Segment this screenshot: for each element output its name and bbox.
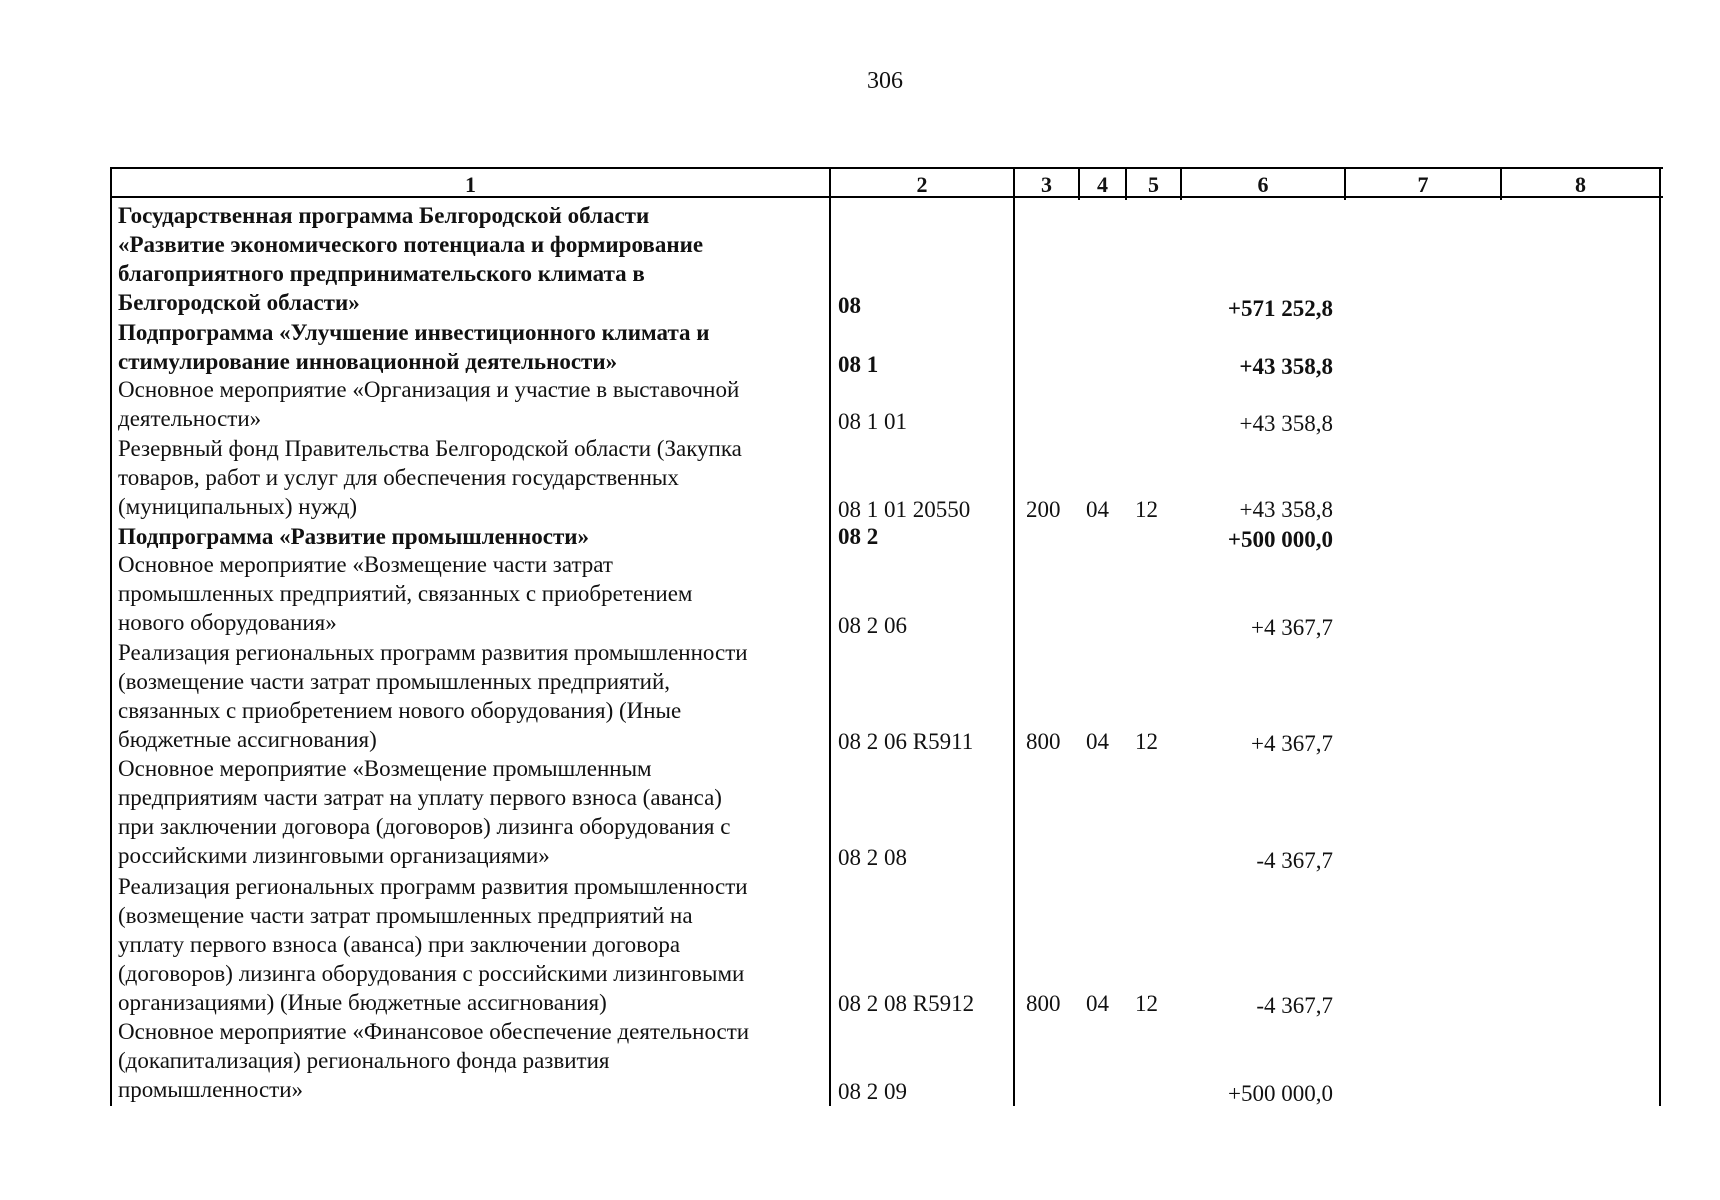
table-right-border bbox=[1659, 167, 1661, 1106]
table-top-border bbox=[110, 167, 1663, 169]
row-col5: 12 bbox=[1135, 729, 1158, 754]
page-number: 306 bbox=[867, 68, 903, 94]
row-col4: 04 bbox=[1086, 497, 1109, 522]
row-amount: +4 367,7 bbox=[1251, 731, 1333, 756]
row-col5: 12 bbox=[1135, 497, 1158, 522]
row-code: 08 2 09 bbox=[838, 1079, 907, 1104]
row-description: Подпрограмма «Развитие промышленности» bbox=[118, 524, 590, 549]
row-col4: 04 bbox=[1086, 991, 1109, 1016]
column-header-1: 1 bbox=[465, 172, 476, 197]
row-description: Реализация региональных программ развития промышленности (возмещение части затрат промышленных предприятий, связанных с приобретением нового оборудования) (Иные бюджетные ассигнования) bbox=[118, 640, 748, 752]
row-code: 08 2 08 bbox=[838, 845, 907, 870]
column-header-7: 7 bbox=[1417, 172, 1429, 197]
row-description: Государственная программа Белгородской области «Развитие экономического потенциала и формирование благоприятного предпринимательского климата в Белгородской области» bbox=[118, 203, 704, 315]
row-code: 08 1 01 20550 bbox=[838, 497, 971, 522]
row-code: 08 2 06 bbox=[838, 613, 907, 638]
row-col3: 800 bbox=[1026, 729, 1061, 754]
row-amount: +43 358,8 bbox=[1239, 411, 1333, 436]
row-code: 08 bbox=[838, 293, 861, 318]
row-code: 08 1 01 bbox=[838, 409, 907, 434]
row-code: 08 2 bbox=[838, 524, 879, 549]
row-description: Подпрограмма «Улучшение инвестиционного климата и стимулирование инновационной деятельности» bbox=[118, 320, 710, 374]
row-amount: +500 000,0 bbox=[1227, 527, 1333, 552]
column-header-8: 8 bbox=[1575, 172, 1586, 197]
row-col3: 200 bbox=[1026, 497, 1061, 522]
row-description: Резервный фонд Правительства Белгородской области (Закупка товаров, работ и услуг для обеспечения государственных (муниципальных) нужд) bbox=[118, 436, 742, 519]
table-left-border bbox=[110, 167, 112, 1106]
row-col4: 04 bbox=[1086, 729, 1109, 754]
column-header-2: 2 bbox=[916, 172, 928, 197]
row-code: 08 2 06 R5911 bbox=[838, 729, 974, 754]
row-amount: -4 367,7 bbox=[1256, 993, 1333, 1018]
row-col3: 800 bbox=[1026, 991, 1061, 1016]
row-amount: +500 000,0 bbox=[1228, 1081, 1333, 1106]
column-header-6: 6 bbox=[1257, 172, 1269, 197]
column-divider bbox=[829, 167, 831, 1106]
row-amount: +4 367,7 bbox=[1251, 615, 1333, 640]
row-amount: +571 252,8 bbox=[1227, 296, 1333, 321]
column-header-5: 5 bbox=[1148, 172, 1159, 197]
row-amount: +43 358,8 bbox=[1239, 354, 1333, 379]
row-amount: +43 358,8 bbox=[1239, 497, 1333, 522]
column-divider bbox=[1013, 167, 1015, 1106]
row-amount: -4 367,7 bbox=[1256, 848, 1333, 873]
row-code: 08 2 08 R5912 bbox=[838, 991, 975, 1016]
row-description: Основное мероприятие «Возмещение части затрат промышленных предприятий, связанных с приобретением нового оборудования» bbox=[118, 552, 693, 635]
row-description: Основное мероприятие «Возмещение промышленным предприятиям части затрат на уплату первого взноса (аванса) при заключении договора (договоров) лизинга оборудования с российскими лизинговыми организациями» bbox=[118, 756, 731, 868]
column-header-4: 4 bbox=[1097, 172, 1108, 197]
row-code: 08 1 bbox=[838, 352, 879, 377]
row-description: Основное мероприятие «Финансовое обеспечение деятельности (докапитализация) регионального фонда развития промышленности» bbox=[118, 1019, 750, 1102]
row-col5: 12 bbox=[1135, 991, 1158, 1016]
column-header-3: 3 bbox=[1041, 172, 1052, 197]
row-description: Реализация региональных программ развития промышленности (возмещение части затрат промышленных предприятий на уплату первого взноса (аванса) при заключении договора (договоров) лизинга оборудования с российскими лизинговыми организациями) (Иные бюджетные ассигнования) bbox=[118, 874, 748, 1015]
row-description: Основное мероприятие «Организация и участие в выставочной деятельности» bbox=[118, 377, 740, 431]
